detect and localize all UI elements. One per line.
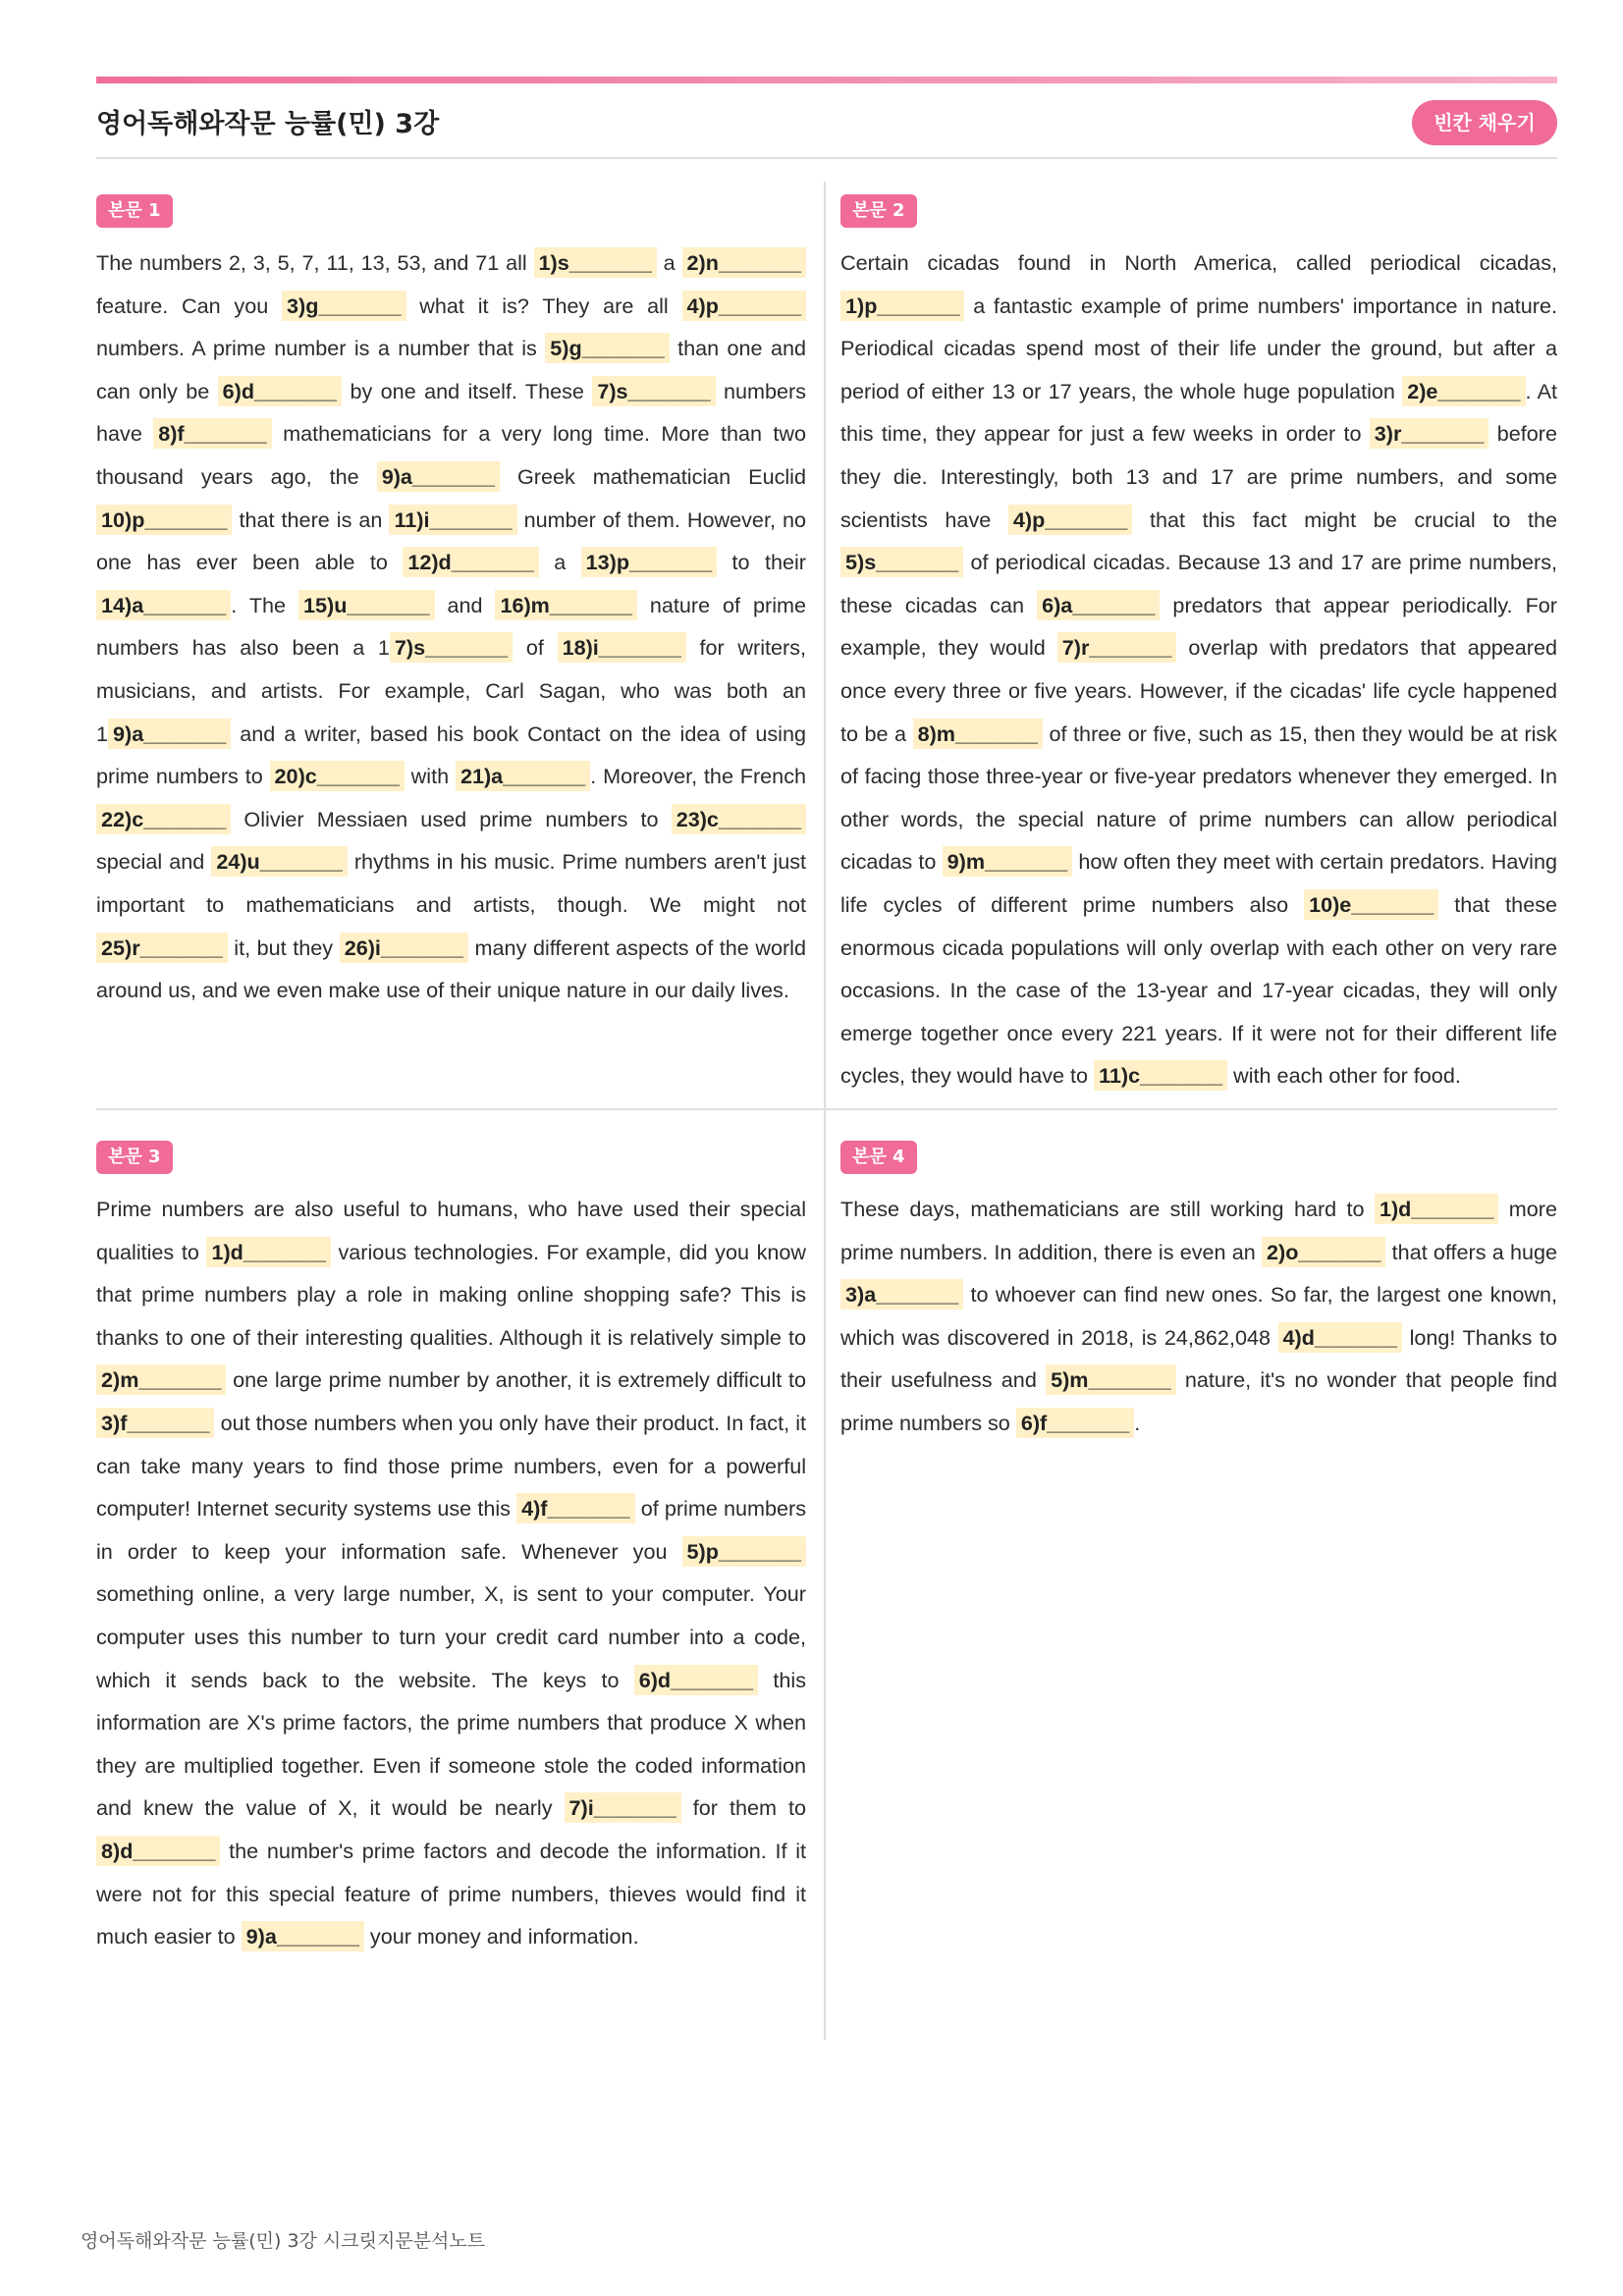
blank-field[interactable]: 3)g_______ [282,291,406,321]
passage-segment: mathematicians for a very long time. More than two thousand years ago, the [96,421,806,489]
blank-field[interactable]: 1)s_______ [534,247,657,278]
passage-segment: long! Thanks to their usefulness and [840,1324,1557,1393]
passage-segment: . Moreover, the French [590,764,806,789]
blank-field[interactable]: 13)p_______ [581,547,717,577]
passage-segment: how often they meet with certain predators. Having life cycles of different prime numbers also [840,849,1557,917]
blank-field[interactable]: 25)r_______ [96,933,228,963]
blank-field[interactable]: 1)d_______ [1375,1194,1498,1224]
passage-text [96,1188,806,1958]
passage-label: 본문 3 [96,1141,173,1174]
passage-segment: what it is? They are all [406,293,682,318]
blank-field[interactable]: 6)d_______ [634,1665,758,1695]
passage-segment: out those numbers when you only have their product. In fact, it can take many years to find those prime numbers, even for a powerful computer! Internet security systems use this [96,1410,806,1522]
passage-text [96,241,806,1012]
blank-field[interactable]: 2)e_______ [1402,376,1525,406]
header-accent-bar [96,77,1557,83]
blank-field[interactable]: 7)s_______ [592,376,715,406]
passage-segment: The numbers 2, 3, 5, 7, 11, 13, 53, and 71 all [96,250,534,275]
passage-segment: predators that appear periodically. For example, they would [840,592,1557,661]
blank-field[interactable]: 8)m_______ [913,719,1043,749]
passage-segment: that there is an [232,507,390,532]
passage-panel-1 [96,194,806,1012]
passage-segment: many different aspects of the world around us, and we even make use of their unique nature in our daily lives. [96,934,806,1003]
blank-field[interactable]: 3)r_______ [1370,418,1489,449]
passage-segment: These days, mathematicians are still working hard to [840,1197,1375,1221]
passage-segment: before they die. Interestingly, both 13 and 17 are prime numbers, and some scientists have [840,421,1557,532]
passage-segment: of [513,635,558,661]
passage-text [840,1188,1557,1445]
mode-badge: 빈칸 채우기 [1412,100,1557,145]
passage-segment: of three or five, such as 15, then they would be at risk of facing those three-year or five-year predators whenever they emerged. In other words, the special nature of prime numbers can allow periodical cicadas to [840,721,1557,875]
passage-segment: Greek mathematician Euclid [499,463,806,489]
passage-segment: and [434,592,496,617]
blank-field[interactable]: 1)d_______ [206,1237,330,1267]
passage-label: 본문 2 [840,194,917,228]
passage-segment: this information are X's prime factors, the prime numbers that produce X when they are multiplied together. Even if someone stole the coded information and knew the value of X, it would be nearly [96,1667,806,1821]
passage-segment: that offers a huge [1385,1239,1557,1264]
passage-label: 본문 4 [840,1141,917,1174]
blank-field[interactable]: 14)a_______ [96,590,231,620]
passage-label: 본문 1 [96,194,173,228]
passage-segment: that these enormous cicada populations will only overlap with each other on very rare occasions. In the case of the 13-year and 17-year cicadas, they will only emerge together once every 221 years. If it were not for their different life cycles, they would have to [840,891,1558,1089]
blank-field[interactable]: 3)f_______ [96,1408,214,1438]
blank-field[interactable]: 5)s_______ [840,547,963,577]
passage-segment: than one and can only be [96,336,806,403]
passage-segment: your money and information. [363,1924,639,1949]
row-divider [96,1108,1557,1110]
blank-field[interactable]: 6)a_______ [1037,590,1160,620]
blank-field[interactable]: 20)c_______ [270,761,405,791]
blank-field[interactable]: 8)f_______ [153,418,271,449]
passage-segment: overlap with predators that appeared once every three or five years. However, if the cicadas' life cycle happened to be a [840,635,1557,746]
passage-segment: a [656,250,682,275]
blank-field[interactable]: 15)u_______ [298,590,434,620]
blank-field[interactable]: 10)e_______ [1304,889,1438,920]
passage-segment: the number's prime factors and decode the information. If it were not for this special feature of prime numbers, thieves would find it much easier to [96,1838,806,1949]
blank-field[interactable]: 8)d_______ [96,1836,220,1866]
blank-field[interactable]: 9)a_______ [242,1921,364,1951]
blank-field[interactable]: 4)p_______ [682,291,806,321]
passage-panel-4 [840,1141,1557,1445]
blank-field[interactable]: 7)i_______ [565,1792,681,1823]
passage-segment: one large prime number by another, it is extremely difficult to [226,1367,806,1393]
blank-field[interactable]: 22)c_______ [96,804,231,834]
blank-field[interactable]: 21)a_______ [456,761,590,791]
passage-segment: for them to [680,1795,806,1821]
passage-segment: it, but they [227,934,340,960]
passage-segment: to their [717,550,806,575]
blank-field[interactable]: 26)i_______ [340,933,468,963]
passage-segment: of prime numbers in order to keep your information safe. Whenever you [96,1496,806,1564]
passage-segment: nature of prime numbers has also been a 1 [96,592,807,661]
blank-field[interactable]: 7)r_______ [1057,632,1177,663]
page-footer: 영어독해와작문 능률(민) 3강 시크릿지문분석노트 [81,2230,486,2252]
passage-segment: more prime numbers. In addition, there is even an [840,1197,1557,1264]
blank-field[interactable]: 6)d_______ [218,376,342,406]
passage-segment: something online, a very large number, X, is sent to your computer. Your computer uses this number to turn your credit card number into a code, which it sends back to the website. The keys to [96,1581,806,1692]
passage-segment: nature, it's no wonder that people find prime numbers so [840,1367,1557,1435]
blank-field[interactable]: 5)p_______ [682,1536,806,1567]
blank-field[interactable]: 5)g_______ [545,333,669,363]
passage-segment: . [1134,1410,1141,1435]
passage-segment: numbers. A prime number is a number that is [96,336,546,361]
passage-segment: various technologies. For example, did you know that prime numbers play a role in making online shopping safe? This is thanks to one of their interesting qualities. Although it is relatively simple to [96,1239,806,1350]
blank-field[interactable]: 1)p_______ [840,291,964,321]
passage-segment: . The [231,592,299,617]
passage-text [840,241,1557,1097]
blank-field[interactable]: 9)a_______ [377,461,500,492]
blank-field[interactable]: 11)c_______ [1094,1060,1227,1091]
blank-field[interactable]: 2)n_______ [682,247,806,278]
passage-segment: by one and itself. These [342,378,593,403]
header-divider [96,157,1557,159]
page-title: 영어독해와작문 능률(민) 3강 [96,109,440,139]
blank-field[interactable]: 11)i_______ [389,505,516,535]
blank-field[interactable]: 5)m_______ [1046,1364,1175,1395]
blank-field[interactable]: 2)o_______ [1262,1237,1385,1267]
passage-segment: feature. Can you [96,293,283,318]
passage-segment: number of them. However, no one has ever been able to [96,507,806,575]
passage-segment: numbers have [96,378,806,447]
blank-field[interactable]: 16)m_______ [495,590,636,620]
blank-field[interactable]: 9)m_______ [943,846,1072,877]
passage-segment: . At this time, they appear for just a few weeks in order to [840,378,1557,447]
passage-panel-2 [840,194,1557,1097]
passage-segment: special and [96,849,212,875]
blank-field[interactable]: 7)s_______ [390,632,513,663]
passage-segment: for writers, musicians, and artists. For example, Carl Sagan, who was both an 1 [96,635,807,746]
passage-segment: and a writer, based his book Contact on the idea of using prime numbers to [96,721,806,789]
blank-field[interactable]: 10)p_______ [96,505,232,535]
passage-segment: of periodical cicadas. Because 13 and 17 are prime numbers, these cicadas can [840,550,1557,617]
passage-segment: to whoever can find new ones. So far, the largest one known, which was discovered in 2018, is 24,862,048 [840,1282,1557,1350]
passage-segment: Olivier Messiaen used prime numbers to [231,806,672,831]
passage-segment: rhythms in his music. Prime numbers aren't just important to mathematicians and artists, though. We might not [96,849,807,917]
blank-field[interactable]: 9)a_______ [108,719,231,749]
blank-field[interactable]: 4)p_______ [1008,505,1132,535]
passage-segment: Certain cicadas found in North America, called periodical cicadas, [840,250,1557,275]
passage-segment: a [538,550,581,575]
blank-field[interactable]: 4)f_______ [516,1493,634,1523]
blank-field[interactable]: 12)d_______ [403,547,538,577]
blank-field[interactable]: 18)i_______ [558,632,686,663]
passage-panel-3 [96,1141,806,1958]
passage-segment: with [404,764,456,789]
passage-segment: with each other for food. [1227,1063,1461,1089]
passage-segment: Prime numbers are also useful to humans, who have used their special qualities to [96,1197,806,1264]
column-divider-bottom [824,1110,826,2040]
blank-field[interactable]: 23)c_______ [672,804,806,834]
blank-field[interactable]: 2)m_______ [96,1364,226,1395]
column-divider-top [824,182,826,1109]
passage-segment: a fantastic example of prime numbers' importance in nature. Periodical cicadas spend most of their life under the ground, but after a period of either 13 or 17 years, the whole huge population [840,293,1557,403]
blank-field[interactable]: 24)u_______ [211,846,347,877]
passage-segment: that this fact might be crucial to the [1132,507,1558,532]
blank-field[interactable]: 6)f_______ [1016,1408,1134,1438]
blank-field[interactable]: 3)a_______ [840,1279,963,1309]
blank-field[interactable]: 4)d_______ [1278,1322,1402,1353]
